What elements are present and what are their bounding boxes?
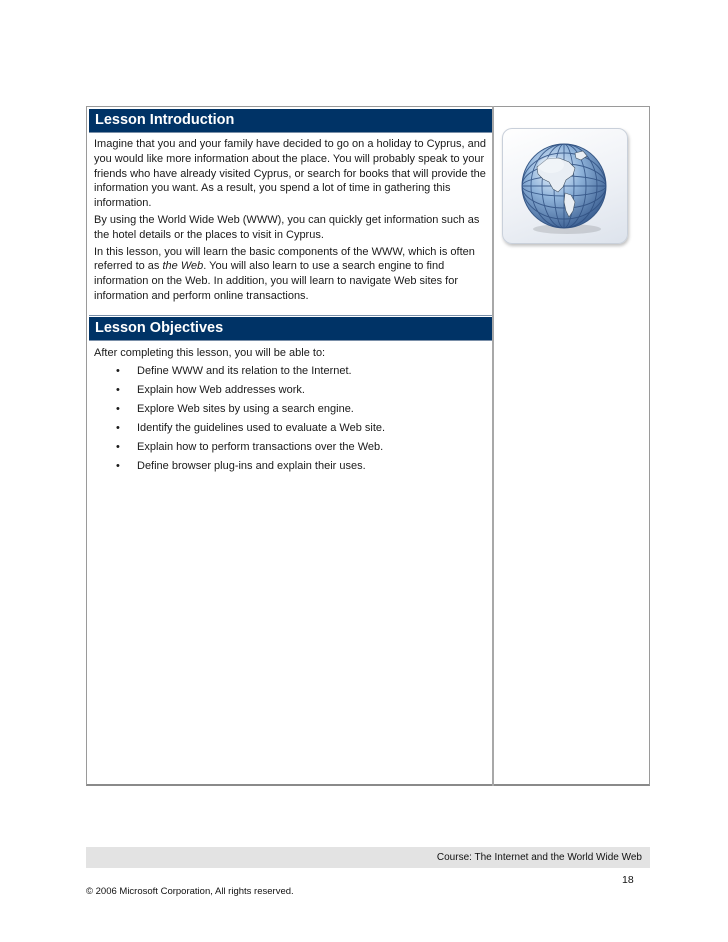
- objective-text: Explore Web sites by using a search engine.: [137, 403, 354, 415]
- header-rule: [89, 315, 492, 316]
- objectives-section: [94, 344, 488, 476]
- lesson-objectives-header: Lesson Objectives: [89, 317, 492, 340]
- objective-item: [94, 362, 488, 381]
- objective-item: [94, 400, 488, 419]
- header-rule: [89, 132, 492, 133]
- bullet: •: [116, 460, 120, 472]
- objective-text: Identify the guidelines used to evaluate a Web site.: [137, 422, 386, 434]
- objective-text: Define browser plug-ins and explain their uses.: [137, 460, 366, 472]
- course-title: Course: The Internet and the World Wide Web: [436, 852, 642, 863]
- bullet: •: [116, 422, 120, 434]
- objectives-intro: After completing this lesson, you will be able to:: [94, 347, 326, 359]
- objective-item: [94, 457, 488, 476]
- bullet: •: [116, 365, 120, 377]
- objective-text: Define WWW and its relation to the Internet.: [137, 365, 352, 377]
- page-number: 18: [622, 874, 634, 886]
- objective-text: Explain how Web addresses work.: [137, 384, 305, 396]
- bullet: •: [116, 441, 120, 453]
- intro-p3-start: In this lesson, you will learn the basic components of the WWW, which is often referred to as: [94, 245, 475, 273]
- globe-image-frame: [502, 128, 628, 244]
- objective-text: Explain how to perform transactions over the Web.: [137, 441, 384, 453]
- footer-bar: [86, 847, 650, 868]
- intro-paragraph-1: Imagine that you and your family have decided to go on a holiday to Cyprus, and you would like more information about the place. You will probably speak to your friends who have already visited Cyprus, or search for books that will provide the information you want. As a result, you spend a lot of time in gathering this information.: [94, 138, 486, 210]
- objectives-list: [94, 362, 488, 476]
- objective-item: [94, 381, 488, 400]
- lesson-introduction-body: [94, 137, 488, 306]
- intro-paragraph-3: [94, 245, 488, 304]
- objective-item: [94, 438, 488, 457]
- intro-paragraph-2: By using the World Wide Web (WWW), you can quickly get information such as the hotel details or the places to visit in Cyprus.: [94, 213, 480, 241]
- column-divider: [492, 106, 494, 786]
- copyright-notice: © 2006 Microsoft Corporation, All rights reserved.: [86, 886, 294, 897]
- lesson-introduction-header: Lesson Introduction: [89, 109, 492, 132]
- intro-p3-emphasis: the Web: [162, 260, 204, 273]
- globe-icon: [503, 129, 627, 243]
- header-rule: [89, 340, 492, 341]
- intro-p3-end: . You will also learn to use a search engine to find information on the Web. In addition, you will learn to navigate Web sites for information and perform online transactions.: [94, 260, 459, 302]
- bullet: •: [116, 403, 120, 415]
- objective-item: [94, 419, 488, 438]
- bullet: •: [116, 384, 120, 396]
